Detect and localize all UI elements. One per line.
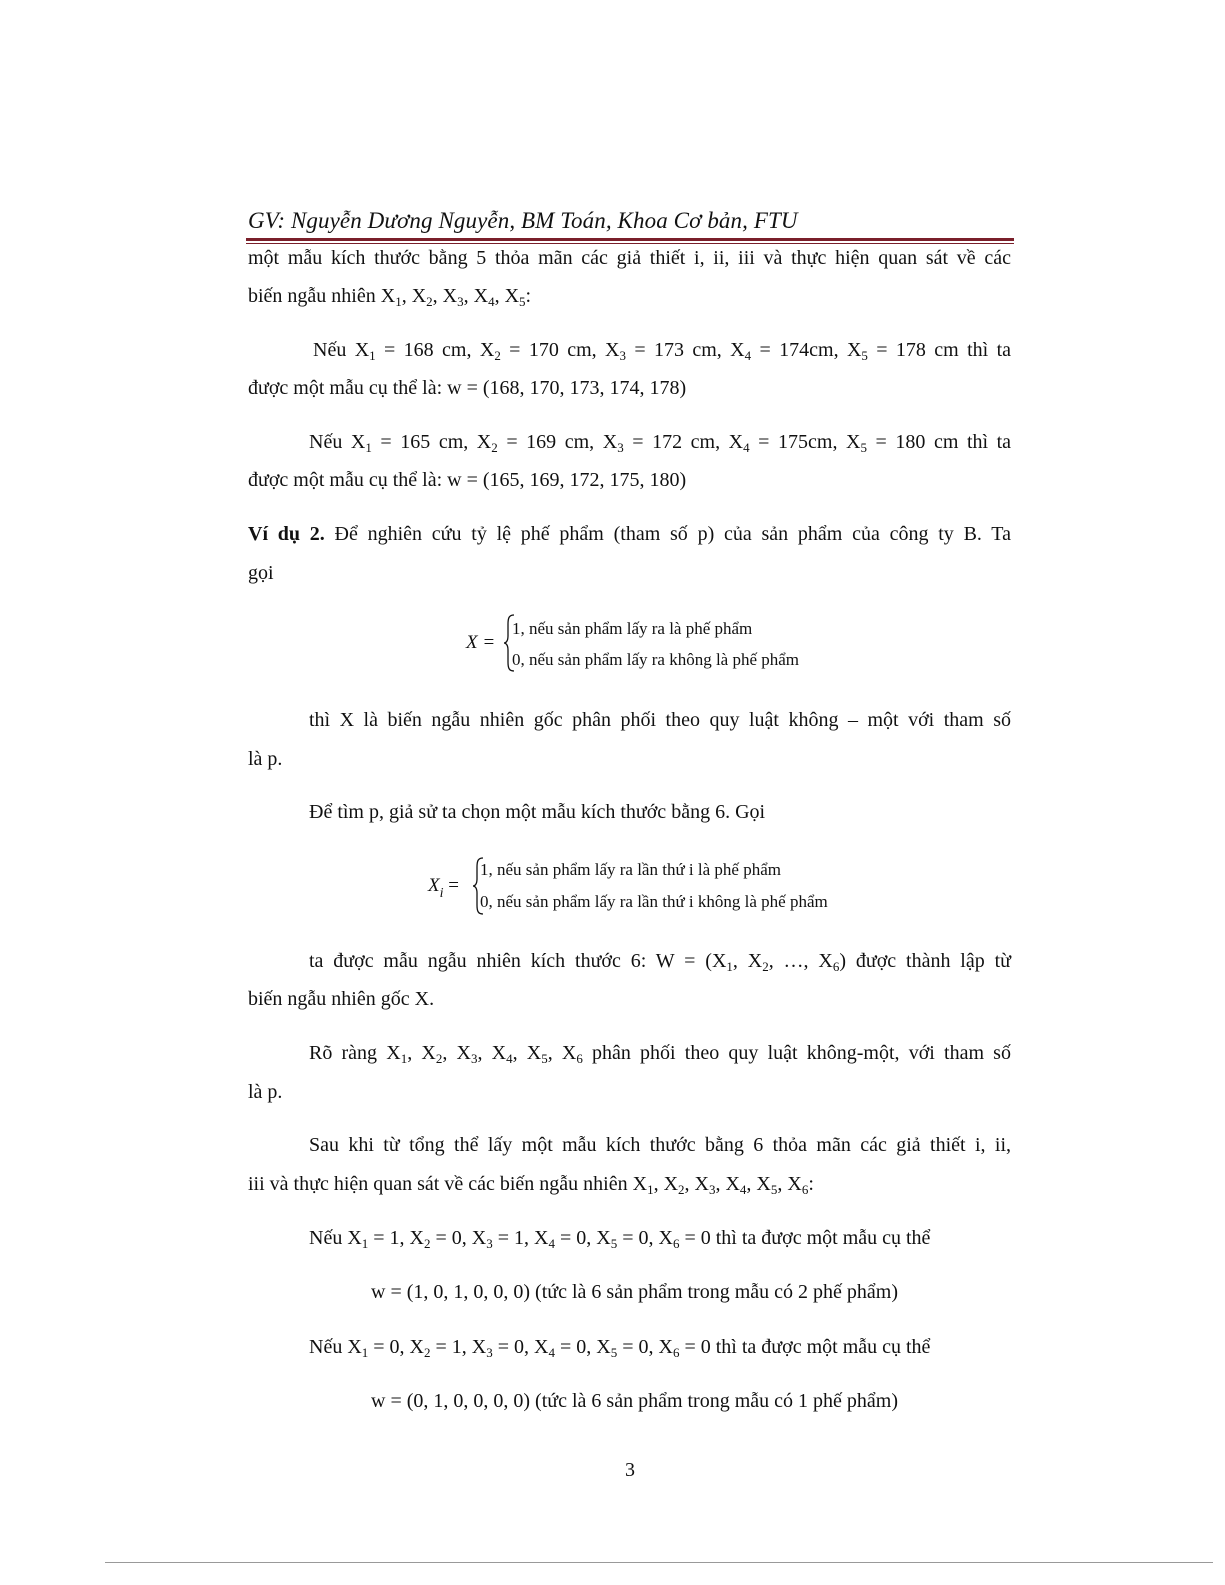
- paragraph-line: thì X là biến ngẫu nhiên gốc phân phối theo quy luật không – một với tham số: [309, 709, 1011, 731]
- paragraph-line: được một mẫu cụ thể là: w = (165, 169, 172, 175, 180): [248, 469, 687, 491]
- running-header: GV: Nguyễn Dương Nguyễn, BM Toán, Khoa Cơ bản, FTU: [248, 208, 798, 233]
- paragraph-line: Sau khi từ tổng thể lấy một mẫu kích thước bằng 6 thỏa mãn các giả thiết i, ii,: [309, 1134, 1011, 1156]
- paragraph-line: Để tìm p, giả sử ta chọn một mẫu kích thước bằng 6. Gọi: [309, 801, 766, 823]
- paragraph-line: w = (0, 1, 0, 0, 0, 0) (tức là 6 sản phẩm trong mẫu có 1 phế phẩm): [371, 1390, 899, 1412]
- piecewise-equation-xi: $X_i$ = 1, nếu sản phẩm lấy ra lần thứ i là phế phẩm 0, nếu sản phẩm lấy ra lần thứ i không là phế phẩm: [428, 855, 898, 917]
- paragraph-line: một mẫu kích thước bằng 5 thỏa mãn các giả thiết i, ii, iii và thực hiện quan sát về các: [248, 247, 1011, 269]
- page-bottom-rule: [105, 1562, 1213, 1563]
- paragraph-line: ta được mẫu ngẫu nhiên kích thước 6: $W = (X_1$, $X_2$, …, $X_6$) được thành lập từ: [309, 950, 1011, 974]
- paragraph-line: Nếu $X_1 = 168$ cm, $X_2 = 170$ cm, $X_3 = 173$ cm, $X_4 = 174cm$, $X_5 = 178$ cm thì ta: [313, 339, 1012, 363]
- paragraph-line: gọi: [248, 562, 274, 584]
- paragraph-line: biến ngẫu nhiên $X_1$, $X_2$, $X_3$, $X_4$, $X_5$:: [248, 285, 532, 309]
- paragraph-line: w = (1, 0, 1, 0, 0, 0) (tức là 6 sản phẩm trong mẫu có 2 phế phẩm): [371, 1281, 899, 1303]
- paragraph-line: Nếu $X_1 = 0$, $X_2 = 1$, $X_3 = 0$, $X_4 = 0$, $X_5 = 0$, $X_6 = 0$ thì ta được một mẫu cụ thể: [309, 1336, 931, 1360]
- paragraph-line: iii và thực hiện quan sát về các biến ngẫu nhiên $X_1$, $X_2$, $X_3$, $X_4$, $X_5$, $X_6$:: [248, 1173, 814, 1197]
- paragraph-line: được một mẫu cụ thể là: w = (168, 170, 173, 174, 178): [248, 377, 687, 399]
- paragraph-line: Nếu $X_1 = 1$, $X_2 = 0$, $X_3 = 1$, $X_4 = 0$, $X_5 = 0$, $X_6 = 0$ thì ta được một mẫu cụ thể: [309, 1227, 931, 1251]
- paragraph-line: Nếu $X_1 = 165$ cm, $X_2 = 169$ cm, $X_3 = 172$ cm, $X_4 = 175cm$, $X_5 = 180$ cm thì ta: [309, 431, 1012, 455]
- paragraph-line: biến ngẫu nhiên gốc X.: [248, 988, 435, 1010]
- example-heading-line: Ví dụ 2. Để nghiên cứu tỷ lệ phế phẩm (tham số p) của sản phẩm của công ty B. Ta: [248, 523, 1012, 545]
- header-rule: [246, 238, 1014, 241]
- page-number: 3: [625, 1459, 635, 1481]
- piecewise-equation-x: X = 1, nếu sản phẩm lấy ra là phế phẩm 0, nếu sản phẩm lấy ra không là phế phẩm: [466, 612, 866, 672]
- header-rule-thin: [246, 243, 1014, 244]
- paragraph-line: là p.: [248, 1081, 283, 1103]
- paragraph-line: là p.: [248, 748, 283, 770]
- paragraph-line: Rõ ràng $X_1$, $X_2$, $X_3$, $X_4$, $X_5$, $X_6$ phân phối theo quy luật không-một, với tham số: [309, 1042, 1011, 1066]
